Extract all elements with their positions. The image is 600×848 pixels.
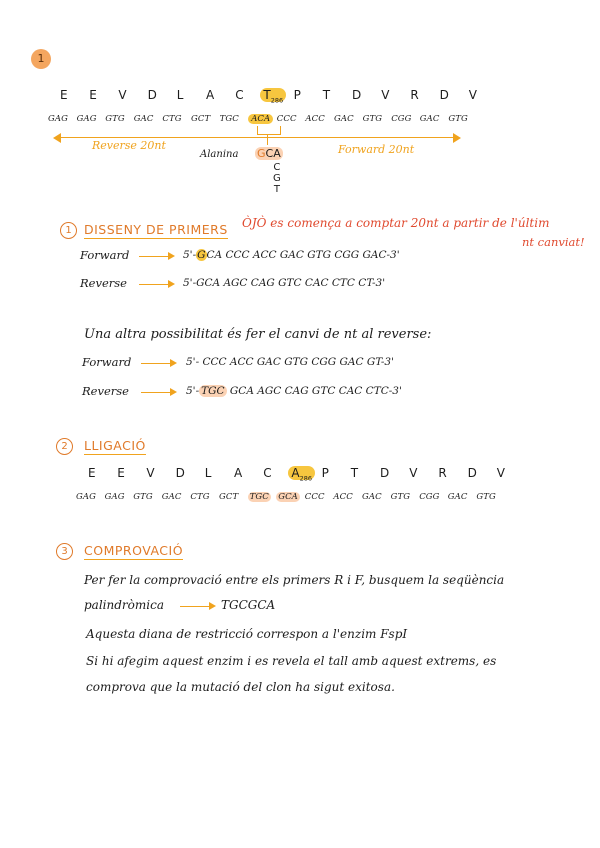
intro-aa-3: D — [147, 88, 157, 102]
forward-20nt-label: Forward 20nt — [338, 143, 415, 156]
ligation-codon-8: CCC — [304, 492, 325, 502]
ligation-aa-4: L — [204, 466, 212, 480]
intro-codon-5: GCT — [191, 114, 211, 124]
ligation-codon-1: GAG — [104, 492, 125, 502]
intro-aa-1: E — [89, 88, 97, 102]
ligation-aa-0: E — [88, 466, 96, 480]
alt-reverse-arrow-line — [141, 392, 171, 393]
intro-codon-6: TGC — [219, 114, 239, 124]
intro-codon-9: ACC — [305, 114, 325, 124]
section3-line5: comprova que la mutació del clon ha sigut exitosa. — [86, 680, 395, 694]
palindromic-arrow-line — [180, 606, 210, 607]
intro-codon-4: CTG — [162, 114, 182, 124]
section1-note-line1: ÒJÒ es comença a comptar 20nt a partir de l'últim — [242, 216, 550, 230]
ligation-codon-7 — [276, 492, 300, 502]
ligation-aa-9: T — [350, 466, 359, 480]
forward-prefix: 5'- — [183, 249, 197, 261]
intro-aa-9: T — [322, 88, 331, 102]
section1-number: 1 — [60, 222, 77, 239]
reverse-primer-sequence: 5'-GCA AGC CAG GTC CAC CTC CT-3' — [183, 277, 386, 289]
intro-codon-11: GTG — [362, 114, 383, 124]
intro-codon-13: GAC — [419, 114, 440, 124]
codon-bracket — [257, 126, 281, 135]
intro-codon-3: GAC — [133, 114, 154, 124]
ligation-aa-7 — [288, 466, 315, 482]
intro-aa-4: L — [176, 88, 184, 102]
alt-reverse-seq-rest: GCA AGC CAG GTC CAC CTC-3' — [226, 385, 402, 397]
section3-line2 — [84, 598, 164, 612]
intro-codon-10: GAC — [334, 114, 354, 124]
intro-aa-13: D — [439, 88, 449, 102]
section3-line1: Per fer la comprovació entre els primers R i F, busquem la seqüència — [84, 573, 505, 587]
ligation-aa-8: P — [321, 466, 329, 480]
ligation-aa-14: V — [496, 466, 506, 480]
intro-aa-10: D — [352, 88, 362, 102]
forward-arrow-icon — [168, 252, 175, 260]
palindromic-label: palindròmica — [84, 598, 164, 612]
ligation-codon-9: ACC — [333, 492, 353, 502]
alt-base-2: G — [273, 173, 281, 184]
intro-codon-12: CGG — [391, 114, 412, 124]
page-number: 1 — [37, 52, 45, 65]
intro-aa-14: V — [468, 88, 478, 102]
alternative-bases — [273, 162, 281, 195]
section3-number: 3 — [56, 543, 73, 560]
alt-forward-arrow-icon — [170, 359, 177, 367]
intro-aa-11: V — [381, 88, 390, 102]
ligation-codon-11: GTG — [390, 492, 411, 502]
ligation-highlighted-codon: GCA — [278, 492, 298, 502]
forward-mutated-base: G — [197, 249, 206, 261]
ligation-codon-6 — [248, 492, 271, 502]
ligation-codon-0: GAG — [76, 492, 97, 502]
alt-forward-label: Forward — [82, 355, 132, 369]
alt-reverse-mutated-codon: TGC — [201, 385, 225, 397]
ligation-codon-4: CTG — [190, 492, 210, 502]
intro-aa-5: A — [206, 88, 215, 102]
codon-bracket-stem — [267, 134, 268, 145]
intro-aa-8: P — [293, 88, 301, 102]
alternative-text: Una altra possibilitat és fer el canvi de nt al reverse: — [84, 327, 432, 342]
section2-title: LLIGACIÓ — [84, 438, 146, 453]
palindromic-sequence: TGCGCA — [221, 598, 276, 612]
ligation-highlighted-codon: TGC — [249, 492, 269, 502]
section3-title: COMPROVACIÓ — [84, 543, 184, 558]
intro-highlighted-residue: $T_{286}$ — [260, 88, 286, 102]
alt-reverse-prefix: 5'- — [186, 385, 200, 397]
ligation-aa-13: D — [467, 466, 477, 480]
alt-forward-sequence: 5'- CCC ACC GAC GTG CGG GAC GT-3' — [186, 356, 394, 368]
ligation-codon-3: GAC — [161, 492, 182, 502]
section1-note-line2: nt canviat! — [522, 235, 585, 249]
reverse-arrow-line — [139, 284, 169, 285]
intro-aa-0: E — [60, 88, 68, 102]
forward-seq-rest: CA CCC ACC GAC GTG CGG GAC-3' — [206, 249, 400, 261]
ligation-codon-10: GAC — [362, 492, 382, 502]
ligation-aa-5: A — [234, 466, 243, 480]
ligation-codon-2: GTG — [133, 492, 153, 502]
alanine-codon-rest: CA — [265, 147, 281, 160]
intro-residue-number: 286 — [270, 96, 284, 105]
intro-aa-7 — [260, 88, 286, 104]
ligation-codon-13: GAC — [447, 492, 468, 502]
intro-codon-0: GAG — [48, 114, 69, 124]
ligation-aa-12: R — [438, 466, 447, 480]
intro-codon-7 — [248, 114, 273, 124]
ligation-aa-6: C — [263, 466, 272, 480]
forward-primer-label: Forward — [80, 248, 130, 262]
intro-codon-2: GTG — [105, 114, 125, 124]
intro-aa-2: V — [118, 88, 127, 102]
alt-reverse-arrow-icon — [170, 388, 177, 396]
palindromic-arrow-icon — [209, 602, 216, 610]
section3-line3: Aquesta diana de restricció correspon a l'enzim FspI — [86, 627, 408, 641]
ligation-highlighted-residue: $A_{286}$ — [288, 466, 315, 480]
intro-codon-1: GAG — [76, 114, 97, 124]
intro-codon-14: GTG — [448, 114, 468, 124]
alt-reverse-label: Reverse — [82, 384, 129, 398]
alt-base-1: C — [273, 162, 281, 173]
alanine-label: Alanina — [200, 149, 239, 160]
page-number-badge — [31, 49, 51, 69]
section2-number: 2 — [56, 438, 73, 455]
reverse-primer-label: Reverse — [80, 276, 127, 290]
alanine-codon-highlight — [255, 147, 283, 160]
arrow-right-icon — [453, 133, 461, 143]
ligation-aa-3: D — [175, 466, 185, 480]
forward-arrow-line — [139, 256, 169, 257]
intro-aa-6: C — [235, 88, 244, 102]
reverse-20nt-label: Reverse 20nt — [92, 139, 166, 152]
intro-aa-12: R — [410, 88, 419, 102]
alt-reverse-sequence — [186, 385, 402, 397]
ligation-codon-12: CGG — [419, 492, 440, 502]
ligation-aa-10: D — [380, 466, 390, 480]
ligation-residue-number: 286 — [299, 474, 313, 483]
section3-line4: Si hi afegim aquest enzim i es revela el tall amb aquest extrems, es — [86, 654, 497, 668]
intro-highlighted-codon: ACA — [248, 114, 273, 124]
alt-forward-arrow-line — [141, 363, 171, 364]
ligation-aa-1: E — [117, 466, 125, 480]
alt-base-3: T — [273, 184, 280, 195]
ligation-codon-5: GCT — [219, 492, 239, 502]
forward-primer-sequence — [183, 249, 400, 261]
arrow-left-icon — [53, 133, 61, 143]
ligation-aa-2: V — [146, 466, 155, 480]
reverse-arrow-icon — [168, 280, 175, 288]
ligation-aa-11: V — [409, 466, 418, 480]
alanine-codon-mutated-base: G — [257, 147, 266, 160]
alanine-codon — [255, 147, 283, 160]
intro-codon-8: CCC — [276, 114, 297, 124]
section1-title: DISSENY DE PRIMERS — [84, 222, 228, 237]
ligation-codon-14: GTG — [476, 492, 496, 502]
